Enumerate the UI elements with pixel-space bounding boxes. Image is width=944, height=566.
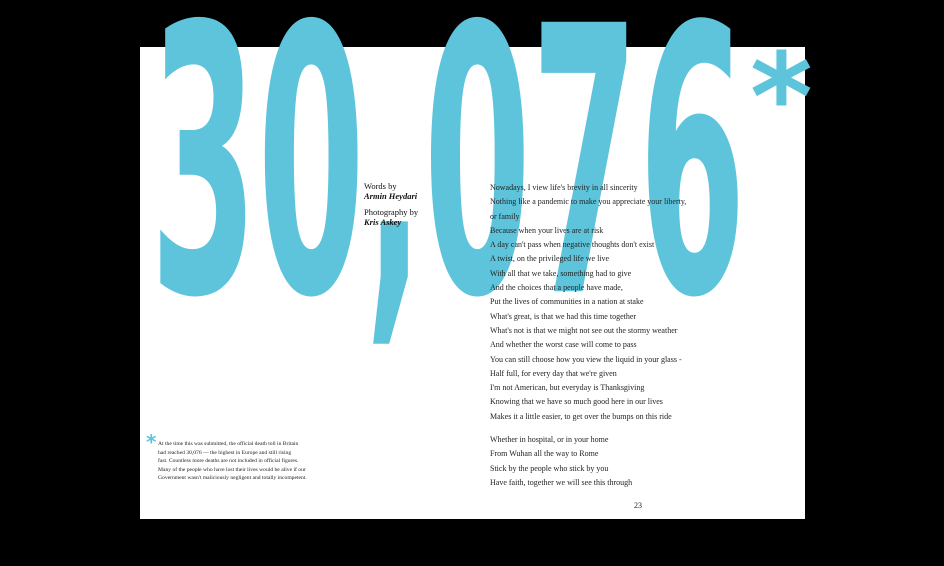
poem-line: Put the lives of communities in a nation at stake (490, 297, 644, 307)
footnote-text (158, 440, 346, 483)
poem-line: With all that we take, something had to give (490, 268, 632, 278)
footnote-line: At the time this was submitted, the official death toll in Britain (158, 441, 299, 447)
footnote-line: had reached 30,076 — the highest in Europe and still rising (158, 449, 292, 456)
words-author: Armin Heydari (364, 191, 418, 201)
stanza-break (490, 424, 730, 433)
poem-line: Makes it a little easier, to get over the bumps on this ride (490, 411, 672, 421)
poem-line: or family (490, 211, 520, 221)
poem-line: Stick by the people who stick by you (490, 463, 609, 473)
poem-line: You can still choose how you view the liquid in your glass - (490, 354, 682, 364)
poem-line: And whether the worst case will come to pass (490, 340, 637, 350)
footnote-line: fast. Countless more deaths are not included in official figures. (158, 458, 299, 465)
poem-line: Knowing that we have so much good here in our lives (490, 397, 663, 407)
poem-line: Have faith, together we will see this through (490, 477, 633, 487)
poem-line: And the choices that a people have made, (490, 283, 623, 293)
footnote-asterisk: * (146, 430, 157, 454)
headline-asterisk: * (750, 29, 813, 168)
byline-words (364, 181, 474, 201)
byline (364, 181, 474, 233)
poem-line: What's not is that we might not see out the stormy weather (490, 325, 678, 335)
magazine-spread (140, 0, 813, 519)
poem-line: From Wuhan all the way to Rome (490, 449, 599, 459)
poem-line: Nothing like a pandemic to make you appreciate your liberty, (490, 197, 687, 207)
poem-line: Nowadays, I view life's brevity in all sincerity (490, 183, 638, 192)
byline-photography (364, 207, 474, 227)
footnote (146, 430, 346, 483)
poem-line: Half full, for every day that we're given (490, 368, 617, 378)
headline-number-text: 30,076 (150, 0, 746, 379)
poem-line: A twist, on the privileged life we live (490, 254, 610, 264)
page-number: 23 (634, 501, 642, 510)
footnote-line: Government wasn't maliciously negligent and totally incompetent. (158, 475, 307, 482)
photo-label: Photography by (364, 207, 419, 217)
photo-author: Kris Askey (364, 217, 402, 227)
poem-line: A day can't pass when negative thoughts don't exist (490, 240, 655, 250)
poem-line: What's great, is that we had this time together (490, 311, 637, 321)
words-label: Words by (364, 181, 397, 191)
poem-line: I'm not American, but everyday is Thanksgiving (490, 383, 645, 393)
poem-line: Whether in hospital, or in your home (490, 435, 609, 445)
poem-line: Because when your lives are at risk (490, 225, 604, 235)
footnote-line: Many of the people who have lost their lives would be alive if our (158, 466, 306, 473)
poem (490, 181, 730, 490)
